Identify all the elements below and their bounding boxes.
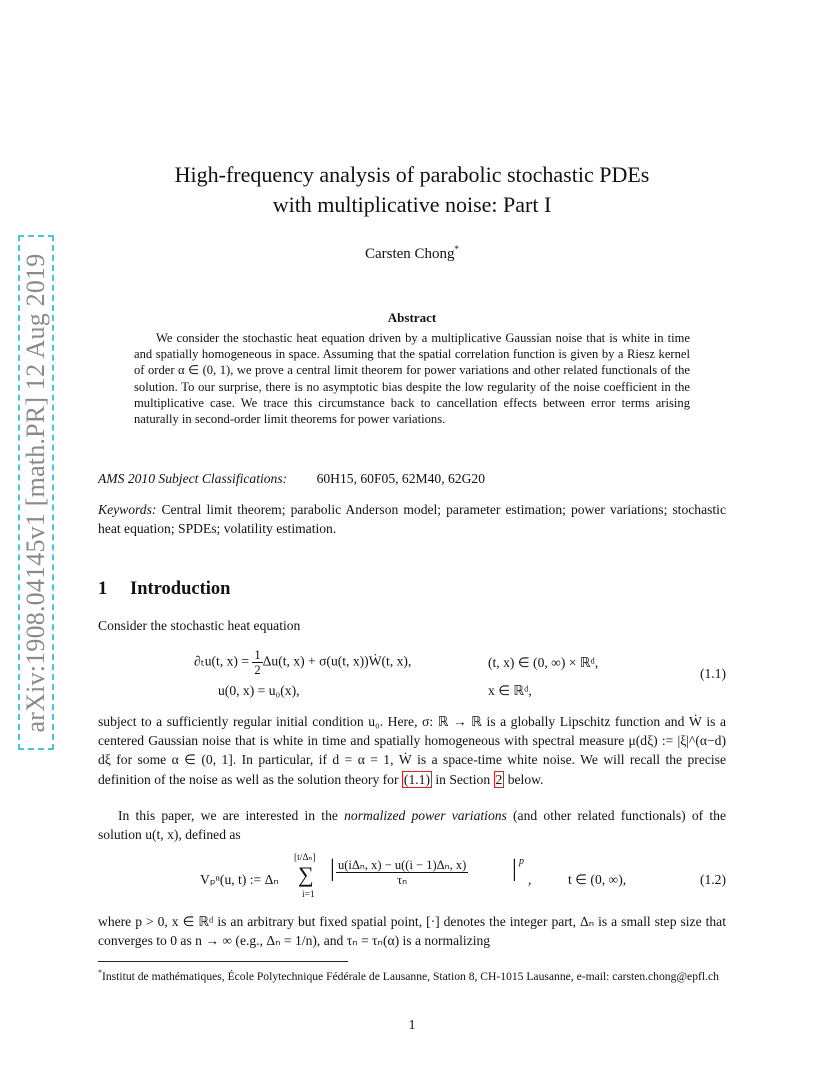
eq-1-2-sum-bottom: i=1 [302,890,315,900]
eq-1-2-sum-top: [t/Δₙ] [294,853,316,863]
eq-1-1-frac-den: 2 [254,663,261,677]
eq-1-1-line-2: u(0, x) = u₀(x), [218,683,300,698]
eq-1-2-lhs: Vₚⁿ(u, t) := Δₙ [200,872,279,887]
para2-italic: normalized power variations [344,808,507,823]
abstract-text: We consider the stochastic heat equation driven by a multiplicative Gaussian noise that is white in time and spatially homogeneous in space. Assuming that the spatial correlation function is given by a Riesz kernel of order α ∈ (0, 1), we prove a central limit theorem for power variations and other related functionals of the solution. To our surprise, there is no asymptotic bias despite the low regularity of the noise coefficient in the multiplicative case. We trace this circumstance back to cancellation effects between error terms arising naturally in second-order limit theorems for power variations. [134,331,690,427]
eq-1-2-sum-symbol: ∑ [298,862,314,887]
eq-1-2-fraction [336,858,468,887]
equation-1-1 [98,648,726,704]
para2-a: In this paper, we are interested in the [118,808,345,823]
paragraph-power-variations [98,806,726,844]
section-number: 1 [98,579,108,599]
ams-codes: 60H15, 60F05, 62M40, 62G20 [316,471,485,486]
eq-1-1-domain-1: (t, x) ∈ (0, ∞) × ℝᵈ, [488,655,599,670]
keywords [98,500,726,538]
paragraph-noise [98,712,726,789]
eq-1-2-comma: , [528,872,532,887]
footnote [98,965,726,984]
footnote-text: Institut de mathématiques, École Polytechnique Fédérale de Lausanne, Station 8, CH-1015 Lausanne, e-mail: carsten.chong@epfl.ch [102,969,719,983]
eq-1-2-number: (1.2) [699,872,726,887]
arxiv-stamp[interactable] [18,235,54,750]
ams-classification [98,470,726,488]
eq-1-1-fraction [252,648,262,677]
author [98,240,726,263]
footnote-mark: * [98,968,102,977]
arxiv-id[interactable]: arXiv:1908.04145v1 [math.PR] 12 Aug 2019 [21,253,50,732]
eq-1-1-number: (1.1) [699,666,726,681]
keywords-text: Central limit theorem; parabolic Anderson model; parameter estimation; power variations; stochastic heat equation; SPDEs; volatility estimation. [98,502,726,536]
intro-sentence: Consider the stochastic heat equation [98,618,301,633]
eq-1-1-line-1 [194,648,411,677]
eq-1-1-rhs: Δu(t, x) + σ(u(t, x))Ẇ(t, x), [262,653,412,669]
eq-1-1-domain-2: x ∈ ℝᵈ, [488,683,532,698]
author-name: Carsten Chong [364,246,455,262]
abstract-heading: Abstract [387,310,437,325]
section-heading [98,579,726,600]
para-noise-b: in Section [431,771,494,787]
author-footnote-mark[interactable]: * [454,244,460,254]
paper-title [98,160,726,220]
para-noise-a: subject to a sufficiently regular initial condition u₀. Here, σ: ℝ → ℝ is a globally Lipschitz function and Ẇ is a centered Gaussian noise that is white in time and spatially homogeneous with spectral measure μ(dξ) := |ξ|^(α−d) dξ for some α ∈ (0, 1]. In particular, if d = α = 1, Ẇ is a space-time white noise. We will recall the precise definition of the noise as well as the solution theory for [98,714,726,787]
title-line-1: High-frequency analysis of parabolic stochastic PDEs [174,162,650,187]
footnote-divider [98,961,348,962]
para2-b: (and other related functionals) of the solution u(t, x), defined as [98,808,726,843]
para-noise-c: below. [504,771,544,787]
title-line-2: with multiplicative noise: Part I [272,192,552,217]
eq-1-1-frac-num: 1 [254,648,261,662]
equation-1-2 [98,852,726,902]
eq-1-2-frac-num: u(iΔₙ, x) − u((i − 1)Δₙ, x) [338,858,467,872]
ref-eq-1-1-link[interactable]: (1.1) [403,771,430,787]
ams-label: AMS 2010 Subject Classifications: [98,471,288,486]
eq-1-2-domain: t ∈ (0, ∞), [568,872,627,887]
eq-1-2-frac-den: τₙ [397,873,408,887]
eq-1-2-abs-right: | [512,856,517,882]
keywords-label: Keywords: [98,502,157,517]
section-title: Introduction [130,579,231,599]
eq-1-1-lhs: ∂ₜu(t, x) = [194,653,253,669]
page-number: 1 [408,1017,416,1032]
ref-section-2-link[interactable]: 2 [495,771,503,787]
eq-1-2-power: p [519,856,524,867]
paragraph-step-size: where p > 0, x ∈ ℝᵈ is an arbitrary but fixed spatial point, [·] denotes the integer part, Δₙ is a small step size that converges to 0 as n → ∞ (e.g., Δₙ = 1/n), and τₙ = τₙ(α) is a normalizing [98,914,726,949]
eq-1-2-abs-left: | [330,856,335,882]
